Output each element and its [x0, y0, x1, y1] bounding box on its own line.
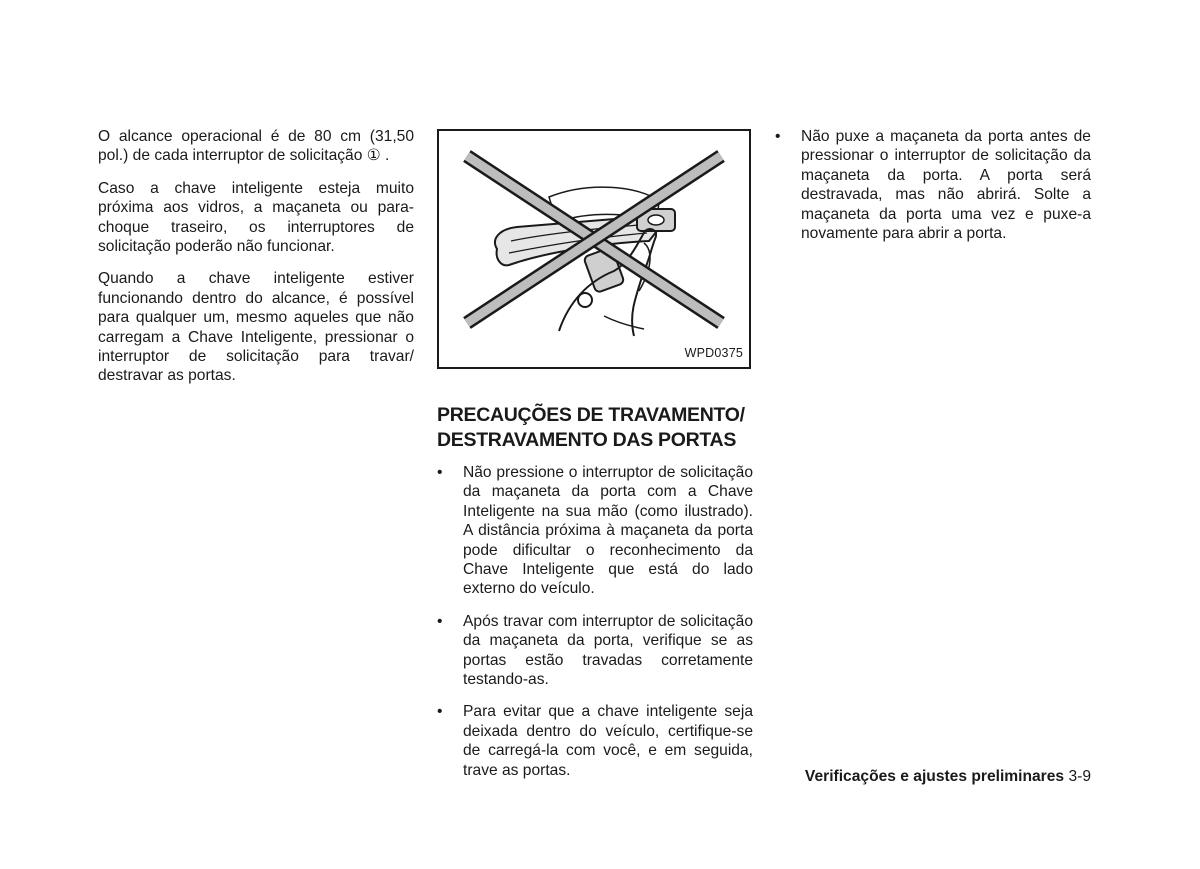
list-item-text: Não puxe a maçaneta da porta antes de pressionar o interruptor de solicitação da maçaneta da porta. A porta será destravada, mas não abrirá. Solte a maçaneta da porta uma vez e puxe-a novamente para abrir a porta. — [801, 128, 1091, 243]
left-column — [98, 127, 414, 399]
heading-line-2: DESTRAVAMENTO DAS PORTAS — [437, 429, 737, 451]
bullet-symbol: • — [437, 703, 443, 721]
bullet-symbol: • — [775, 128, 781, 145]
figure-code: WPD0375 — [684, 345, 743, 360]
list-item-text: Após travar com interruptor de solicitação da maçaneta da porta, verifique se as portas estão travadas corretamente testando-as. — [463, 612, 753, 689]
bullet-symbol: • — [437, 464, 443, 481]
list-item-text: Não pressione o interruptor de solicitação da maçaneta da porta com a Chave Inteligente na sua mão (como ilustrado). A distância próxima à maçaneta da porta pode dificultar o reconhecimento da Chave Inteligente que está do lado externo do veículo. — [463, 464, 753, 598]
right-precautions-list — [775, 127, 1091, 243]
paragraph-operating-range: O alcance operacional é de 80 cm (31,50 pol.) de cada interruptor de solicitação ① . — [98, 128, 414, 165]
list-item — [775, 127, 1091, 243]
section-heading — [437, 403, 753, 453]
list-item-text: Para evitar que a chave inteligente seja deixada dentro do veículo, certifique-se de carregá-la com você, e em seguida, trave as portas. — [463, 703, 753, 779]
illustration-figure — [437, 129, 751, 369]
heading-line-1: PRECAUÇÕES DE TRAVAMENTO/ — [437, 404, 745, 426]
middle-column — [437, 129, 753, 793]
list-item — [437, 463, 753, 599]
page-footer — [790, 767, 1091, 787]
paragraph-key-near-glass: Caso a chave inteligente esteja muito próxima aos vidros, a maçaneta ou para-choque traseiro, os interruptores de solicitação poderão não funcionar. — [98, 179, 414, 256]
paragraph-anyone-can-lock: Quando a chave inteligente estiver funcionando dentro do alcance, é possível para qualquer um, mesmo aqueles que não carregam a Chave Inteligente, pressionar o interruptor de solicitação para travar/ destravar as portas. — [98, 270, 414, 385]
crossed-out-hand-icon — [439, 131, 749, 367]
right-column — [775, 127, 1091, 256]
list-item — [437, 702, 753, 780]
list-item — [437, 612, 753, 690]
bullet-symbol: • — [437, 612, 443, 630]
precautions-list — [437, 463, 753, 780]
footer-section-title: Verificações e ajustes preliminares — [804, 768, 1065, 785]
page-number: 3-9 — [1068, 768, 1091, 785]
